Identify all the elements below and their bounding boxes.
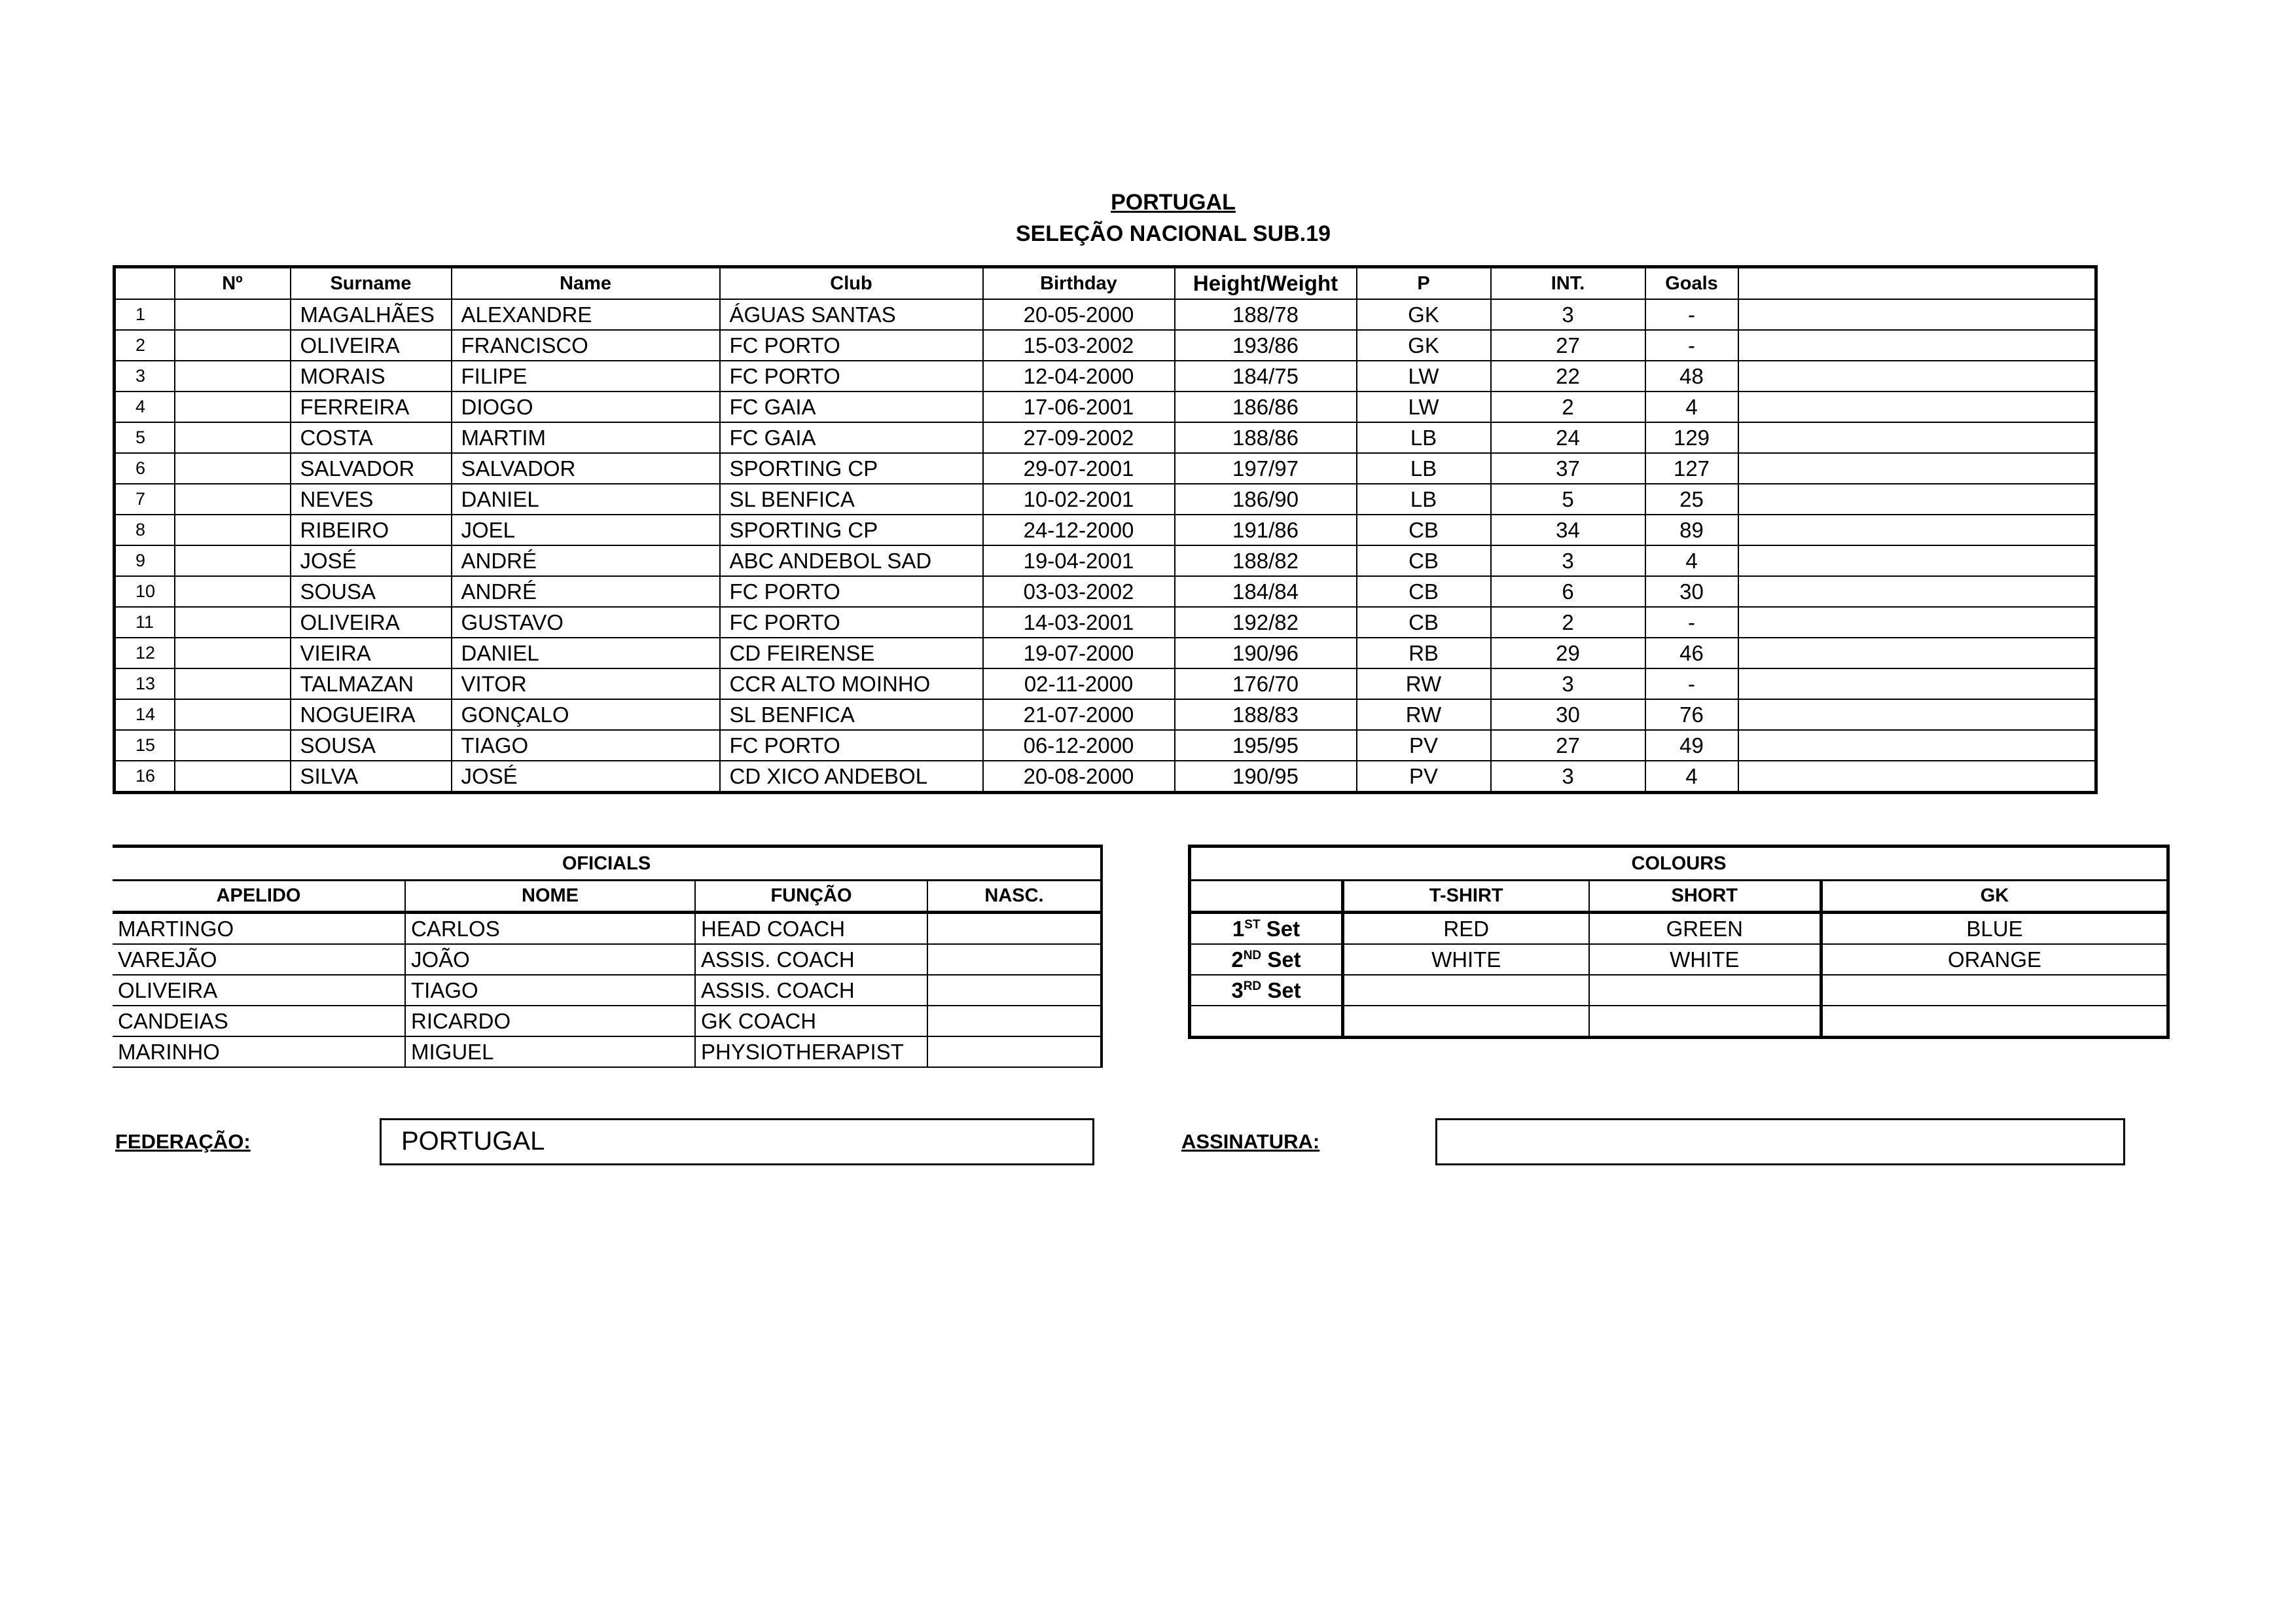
official-row xyxy=(113,944,1102,975)
official-nome: CARLOS xyxy=(405,913,695,945)
tshirt-colour: WHITE xyxy=(1343,944,1589,975)
official-nome: MIGUEL xyxy=(405,1036,695,1067)
players-header-row xyxy=(115,267,2096,300)
official-nasc xyxy=(927,1006,1102,1036)
row-index: 11 xyxy=(115,607,175,638)
official-funcao: ASSIS. COACH xyxy=(695,975,927,1006)
column-header-nome: NOME xyxy=(405,881,695,913)
player-row xyxy=(115,761,2096,793)
player-number xyxy=(175,515,291,545)
row-index: 5 xyxy=(115,422,175,453)
official-nome: RICARDO xyxy=(405,1006,695,1036)
player-position: RW xyxy=(1357,668,1491,699)
player-number xyxy=(175,299,291,330)
official-funcao: ASSIS. COACH xyxy=(695,944,927,975)
player-int: 22 xyxy=(1491,361,1645,392)
colours-body xyxy=(1190,913,2168,1038)
player-int: 37 xyxy=(1491,453,1645,484)
player-name: TIAGO xyxy=(452,730,720,761)
player-goals: 127 xyxy=(1645,453,1738,484)
column-header-position: P xyxy=(1357,267,1491,300)
set-word: Set xyxy=(1267,977,1301,1002)
assinatura-field[interactable] xyxy=(1435,1118,2125,1165)
player-birthday: 20-05-2000 xyxy=(983,299,1175,330)
player-extra xyxy=(1738,515,2096,545)
row-index: 14 xyxy=(115,699,175,730)
player-position: GK xyxy=(1357,299,1491,330)
set-number: 2 xyxy=(1231,947,1244,972)
player-position: LW xyxy=(1357,361,1491,392)
row-index: 4 xyxy=(115,392,175,422)
row-index: 7 xyxy=(115,484,175,515)
row-index: 12 xyxy=(115,638,175,668)
player-int: 2 xyxy=(1491,392,1645,422)
player-club: FC GAIA xyxy=(720,422,983,453)
official-nome: TIAGO xyxy=(405,975,695,1006)
column-header-tshirt: T-SHIRT xyxy=(1343,881,1589,913)
player-height-weight: 195/95 xyxy=(1175,730,1357,761)
colours-table xyxy=(1188,845,2170,1039)
gk-colour: BLUE xyxy=(1821,913,2168,945)
player-row xyxy=(115,484,2096,515)
player-name: ANDRÉ xyxy=(452,545,720,576)
player-surname: COSTA xyxy=(291,422,452,453)
column-header-apelido: APELIDO xyxy=(113,881,405,913)
player-int: 34 xyxy=(1491,515,1645,545)
player-row xyxy=(115,330,2096,361)
column-header-surname: Surname xyxy=(291,267,452,300)
gk-colour: ORANGE xyxy=(1821,944,2168,975)
player-position: CB xyxy=(1357,545,1491,576)
player-int: 5 xyxy=(1491,484,1645,515)
set-ordinal: ST xyxy=(1244,917,1261,932)
player-birthday: 27-09-2002 xyxy=(983,422,1175,453)
player-position: LW xyxy=(1357,392,1491,422)
player-club: ÁGUAS SANTAS xyxy=(720,299,983,330)
player-name: JOEL xyxy=(452,515,720,545)
player-name: GUSTAVO xyxy=(452,607,720,638)
player-name: DANIEL xyxy=(452,484,720,515)
player-club: FC PORTO xyxy=(720,730,983,761)
set-ordinal: ND xyxy=(1243,948,1262,962)
player-club: CD FEIRENSE xyxy=(720,638,983,668)
player-goals: 4 xyxy=(1645,545,1738,576)
player-position: GK xyxy=(1357,330,1491,361)
official-row xyxy=(113,913,1102,945)
player-height-weight: 190/96 xyxy=(1175,638,1357,668)
player-number xyxy=(175,392,291,422)
player-surname: NOGUEIRA xyxy=(291,699,452,730)
page-title: PORTUGAL xyxy=(1111,190,1236,215)
player-height-weight: 188/83 xyxy=(1175,699,1357,730)
player-surname: TALMAZAN xyxy=(291,668,452,699)
player-extra xyxy=(1738,576,2096,607)
player-int: 3 xyxy=(1491,299,1645,330)
player-surname: FERREIRA xyxy=(291,392,452,422)
player-int: 30 xyxy=(1491,699,1645,730)
player-name: DIOGO xyxy=(452,392,720,422)
player-position: PV xyxy=(1357,761,1491,793)
row-index: 6 xyxy=(115,453,175,484)
official-funcao: GK COACH xyxy=(695,1006,927,1036)
player-number xyxy=(175,422,291,453)
colours-header-row xyxy=(1190,881,2168,913)
player-row xyxy=(115,361,2096,392)
player-club: SL BENFICA xyxy=(720,699,983,730)
player-club: FC PORTO xyxy=(720,361,983,392)
row-index: 16 xyxy=(115,761,175,793)
player-position: CB xyxy=(1357,607,1491,638)
player-row xyxy=(115,453,2096,484)
player-height-weight: 186/90 xyxy=(1175,484,1357,515)
player-height-weight: 192/82 xyxy=(1175,607,1357,638)
players-body xyxy=(115,299,2096,793)
player-goals: 4 xyxy=(1645,392,1738,422)
player-number xyxy=(175,484,291,515)
gk-colour xyxy=(1821,1006,2168,1038)
federacao-field[interactable]: PORTUGAL xyxy=(380,1118,1094,1165)
player-height-weight: 184/75 xyxy=(1175,361,1357,392)
official-nome: JOÃO xyxy=(405,944,695,975)
official-nasc xyxy=(927,944,1102,975)
player-height-weight: 188/82 xyxy=(1175,545,1357,576)
short-colour xyxy=(1589,975,1821,1006)
player-goals: 30 xyxy=(1645,576,1738,607)
officials-title-row xyxy=(113,847,1102,881)
column-header-name: Name xyxy=(452,267,720,300)
player-number xyxy=(175,607,291,638)
player-birthday: 17-06-2001 xyxy=(983,392,1175,422)
player-birthday: 06-12-2000 xyxy=(983,730,1175,761)
player-club: ABC ANDEBOL SAD xyxy=(720,545,983,576)
player-birthday: 15-03-2002 xyxy=(983,330,1175,361)
player-birthday: 19-07-2000 xyxy=(983,638,1175,668)
colour-set-row xyxy=(1190,913,2168,945)
column-header-birthday: Birthday xyxy=(983,267,1175,300)
player-birthday: 20-08-2000 xyxy=(983,761,1175,793)
player-row xyxy=(115,392,2096,422)
player-position: RB xyxy=(1357,638,1491,668)
player-number xyxy=(175,361,291,392)
player-row xyxy=(115,699,2096,730)
player-number xyxy=(175,668,291,699)
player-surname: SALVADOR xyxy=(291,453,452,484)
player-height-weight: 176/70 xyxy=(1175,668,1357,699)
colour-set-row xyxy=(1190,944,2168,975)
player-birthday: 14-03-2001 xyxy=(983,607,1175,638)
official-nasc xyxy=(927,975,1102,1006)
gk-colour xyxy=(1821,975,2168,1006)
player-name: ALEXANDRE xyxy=(452,299,720,330)
player-surname: JOSÉ xyxy=(291,545,452,576)
player-birthday: 19-04-2001 xyxy=(983,545,1175,576)
row-index: 9 xyxy=(115,545,175,576)
player-number xyxy=(175,453,291,484)
player-birthday: 10-02-2001 xyxy=(983,484,1175,515)
player-extra xyxy=(1738,361,2096,392)
row-index: 10 xyxy=(115,576,175,607)
player-goals: 4 xyxy=(1645,761,1738,793)
player-surname: SOUSA xyxy=(291,730,452,761)
tshirt-colour xyxy=(1343,975,1589,1006)
player-height-weight: 188/86 xyxy=(1175,422,1357,453)
player-surname: SILVA xyxy=(291,761,452,793)
player-row xyxy=(115,638,2096,668)
player-row xyxy=(115,545,2096,576)
player-row xyxy=(115,730,2096,761)
row-index: 13 xyxy=(115,668,175,699)
player-goals: 129 xyxy=(1645,422,1738,453)
colours-title-row xyxy=(1190,847,2168,881)
player-row xyxy=(115,299,2096,330)
player-int: 3 xyxy=(1491,761,1645,793)
player-goals: - xyxy=(1645,607,1738,638)
set-label xyxy=(1190,913,1343,945)
column-header-height-weight: Height/Weight xyxy=(1175,267,1357,300)
official-apelido: MARINHO xyxy=(113,1036,405,1067)
assinatura-label: ASSINATURA: xyxy=(1181,1130,1320,1153)
player-height-weight: 193/86 xyxy=(1175,330,1357,361)
federacao-label: FEDERAÇÃO: xyxy=(115,1130,251,1153)
player-position: LB xyxy=(1357,422,1491,453)
player-goals: - xyxy=(1645,668,1738,699)
column-header-short: SHORT xyxy=(1589,881,1821,913)
player-surname: MAGALHÃES xyxy=(291,299,452,330)
player-row xyxy=(115,576,2096,607)
player-extra xyxy=(1738,761,2096,793)
column-header-extra xyxy=(1738,267,2096,300)
column-header-nasc: NASC. xyxy=(927,881,1102,913)
player-height-weight: 188/78 xyxy=(1175,299,1357,330)
official-apelido: OLIVEIRA xyxy=(113,975,405,1006)
player-number xyxy=(175,576,291,607)
player-extra xyxy=(1738,484,2096,515)
official-row xyxy=(113,1036,1102,1067)
player-name: DANIEL xyxy=(452,638,720,668)
player-row xyxy=(115,668,2096,699)
player-extra xyxy=(1738,699,2096,730)
colour-set-row xyxy=(1190,975,2168,1006)
column-header-club: Club xyxy=(720,267,983,300)
player-row xyxy=(115,607,2096,638)
column-header-number: Nº xyxy=(175,267,291,300)
set-number: 1 xyxy=(1232,916,1245,941)
player-position: CB xyxy=(1357,515,1491,545)
player-birthday: 21-07-2000 xyxy=(983,699,1175,730)
officials-header-row xyxy=(113,881,1102,913)
row-index: 1 xyxy=(115,299,175,330)
player-row xyxy=(115,422,2096,453)
player-position: PV xyxy=(1357,730,1491,761)
player-name: FRANCISCO xyxy=(452,330,720,361)
player-surname: NEVES xyxy=(291,484,452,515)
row-index: 2 xyxy=(115,330,175,361)
player-extra xyxy=(1738,422,2096,453)
player-int: 6 xyxy=(1491,576,1645,607)
player-extra xyxy=(1738,299,2096,330)
player-extra xyxy=(1738,730,2096,761)
player-int: 27 xyxy=(1491,330,1645,361)
column-header-int: INT. xyxy=(1491,267,1645,300)
set-label xyxy=(1190,975,1343,1006)
player-club: FC GAIA xyxy=(720,392,983,422)
player-club: FC PORTO xyxy=(720,576,983,607)
player-surname: MORAIS xyxy=(291,361,452,392)
column-header-gk: GK xyxy=(1821,881,2168,913)
tshirt-colour: RED xyxy=(1343,913,1589,945)
short-colour xyxy=(1589,1006,1821,1038)
player-int: 3 xyxy=(1491,545,1645,576)
row-index: 8 xyxy=(115,515,175,545)
player-int: 27 xyxy=(1491,730,1645,761)
player-number xyxy=(175,730,291,761)
player-name: FILIPE xyxy=(452,361,720,392)
player-height-weight: 191/86 xyxy=(1175,515,1357,545)
official-funcao: HEAD COACH xyxy=(695,913,927,945)
player-number xyxy=(175,638,291,668)
player-name: GONÇALO xyxy=(452,699,720,730)
player-name: ANDRÉ xyxy=(452,576,720,607)
official-apelido: CANDEIAS xyxy=(113,1006,405,1036)
official-row xyxy=(113,975,1102,1006)
page-subtitle: SELEÇÃO NACIONAL SUB.19 xyxy=(1015,221,1331,246)
player-name: SALVADOR xyxy=(452,453,720,484)
player-surname: OLIVEIRA xyxy=(291,330,452,361)
player-name: MARTIM xyxy=(452,422,720,453)
player-row xyxy=(115,515,2096,545)
player-goals: 89 xyxy=(1645,515,1738,545)
set-label xyxy=(1190,1006,1343,1038)
player-club: SL BENFICA xyxy=(720,484,983,515)
colour-set-row xyxy=(1190,1006,2168,1038)
player-goals: 25 xyxy=(1645,484,1738,515)
player-int: 3 xyxy=(1491,668,1645,699)
official-funcao: PHYSIOTHERAPIST xyxy=(695,1036,927,1067)
player-extra xyxy=(1738,545,2096,576)
row-index: 3 xyxy=(115,361,175,392)
player-extra xyxy=(1738,392,2096,422)
tshirt-colour xyxy=(1343,1006,1589,1038)
official-nasc xyxy=(927,913,1102,945)
official-nasc xyxy=(927,1036,1102,1067)
player-birthday: 12-04-2000 xyxy=(983,361,1175,392)
officials-title: OFICIALS xyxy=(113,847,1102,881)
player-goals: 49 xyxy=(1645,730,1738,761)
player-int: 24 xyxy=(1491,422,1645,453)
player-height-weight: 186/86 xyxy=(1175,392,1357,422)
column-header-goals: Goals xyxy=(1645,267,1738,300)
set-word: Set xyxy=(1267,947,1301,972)
player-height-weight: 190/95 xyxy=(1175,761,1357,793)
row-index: 15 xyxy=(115,730,175,761)
officials-body xyxy=(113,913,1102,1068)
player-club: FC PORTO xyxy=(720,607,983,638)
player-number xyxy=(175,699,291,730)
player-height-weight: 184/84 xyxy=(1175,576,1357,607)
official-row xyxy=(113,1006,1102,1036)
column-header xyxy=(115,267,175,300)
official-apelido: VAREJÃO xyxy=(113,944,405,975)
set-word: Set xyxy=(1266,916,1300,941)
player-club: CD XICO ANDEBOL xyxy=(720,761,983,793)
player-birthday: 29-07-2001 xyxy=(983,453,1175,484)
player-name: JOSÉ xyxy=(452,761,720,793)
player-number xyxy=(175,330,291,361)
player-surname: RIBEIRO xyxy=(291,515,452,545)
officials-table xyxy=(113,845,1103,1068)
short-colour: GREEN xyxy=(1589,913,1821,945)
official-apelido: MARTINGO xyxy=(113,913,405,945)
column-header-set xyxy=(1190,881,1343,913)
set-number: 3 xyxy=(1231,977,1244,1002)
player-birthday: 02-11-2000 xyxy=(983,668,1175,699)
player-goals: - xyxy=(1645,330,1738,361)
player-int: 2 xyxy=(1491,607,1645,638)
colours-title: COLOURS xyxy=(1190,847,2168,881)
player-int: 29 xyxy=(1491,638,1645,668)
set-label xyxy=(1190,944,1343,975)
player-extra xyxy=(1738,607,2096,638)
player-goals: 48 xyxy=(1645,361,1738,392)
player-number xyxy=(175,545,291,576)
player-club: SPORTING CP xyxy=(720,453,983,484)
player-surname: OLIVEIRA xyxy=(291,607,452,638)
short-colour: WHITE xyxy=(1589,944,1821,975)
player-extra xyxy=(1738,638,2096,668)
player-position: CB xyxy=(1357,576,1491,607)
player-extra xyxy=(1738,330,2096,361)
player-surname: SOUSA xyxy=(291,576,452,607)
player-extra xyxy=(1738,668,2096,699)
column-header-funcao: FUNÇÃO xyxy=(695,881,927,913)
player-height-weight: 197/97 xyxy=(1175,453,1357,484)
player-club: CCR ALTO MOINHO xyxy=(720,668,983,699)
player-birthday: 24-12-2000 xyxy=(983,515,1175,545)
players-table xyxy=(113,265,2098,794)
player-club: SPORTING CP xyxy=(720,515,983,545)
player-club: FC PORTO xyxy=(720,330,983,361)
player-goals: 46 xyxy=(1645,638,1738,668)
player-position: LB xyxy=(1357,453,1491,484)
player-goals: 76 xyxy=(1645,699,1738,730)
player-position: RW xyxy=(1357,699,1491,730)
player-extra xyxy=(1738,453,2096,484)
player-surname: VIEIRA xyxy=(291,638,452,668)
player-birthday: 03-03-2002 xyxy=(983,576,1175,607)
player-position: LB xyxy=(1357,484,1491,515)
player-name: VITOR xyxy=(452,668,720,699)
player-goals: - xyxy=(1645,299,1738,330)
set-ordinal: RD xyxy=(1243,979,1262,993)
player-number xyxy=(175,761,291,793)
